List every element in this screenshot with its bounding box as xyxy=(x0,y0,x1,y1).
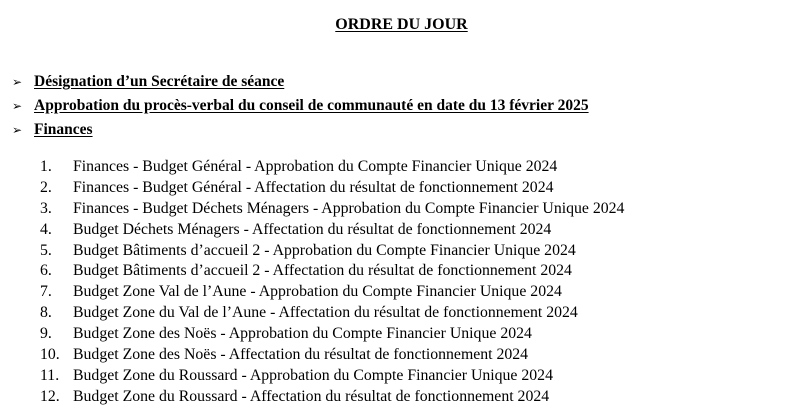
item-text: Budget Zone Val de l’Aune - Approbation du Compte Financier Unique 2024 xyxy=(73,283,562,301)
agenda-item-label: Désignation d’un Secrétaire de séance xyxy=(34,73,285,90)
item-number: 12. xyxy=(40,387,60,405)
finance-item xyxy=(40,345,624,366)
finance-items-list xyxy=(40,157,624,408)
finance-item xyxy=(40,282,624,303)
agenda-item-secretaire xyxy=(12,70,589,94)
item-number: 9. xyxy=(40,325,52,343)
finance-item xyxy=(40,324,624,345)
item-number: 2. xyxy=(40,178,52,196)
item-number: 10. xyxy=(40,346,60,364)
item-number: 6. xyxy=(40,262,52,280)
arrow-bullet-icon: ➢ xyxy=(12,99,23,113)
agenda-list xyxy=(12,70,589,142)
finance-item xyxy=(40,220,624,241)
finance-item xyxy=(40,199,624,220)
agenda-item-label: Finances xyxy=(34,121,93,138)
item-number: 3. xyxy=(40,199,52,217)
item-number: 8. xyxy=(40,304,52,322)
item-text: Budget Zone du Val de l’Aune - Affectation du résultat de fonctionnement 2024 xyxy=(73,304,578,322)
finance-item xyxy=(40,241,624,262)
finance-item xyxy=(40,178,624,199)
arrow-bullet-icon: ➢ xyxy=(12,123,23,137)
finance-item xyxy=(40,157,624,178)
item-text: Finances - Budget Général - Approbation du Compte Financier Unique 2024 xyxy=(73,158,558,175)
item-text: Budget Bâtiments d’accueil 2 - Affectation du résultat de fonctionnement 2024 xyxy=(73,262,572,280)
item-number: 4. xyxy=(40,220,52,238)
page-title: ORDRE DU JOUR xyxy=(335,16,468,33)
finance-item xyxy=(40,303,624,324)
item-text: Finances - Budget Déchets Ménagers - Approbation du Compte Financier Unique 2024 xyxy=(73,199,625,217)
item-text: Budget Zone du Roussard - Affectation du résultat de fonctionnement 2024 xyxy=(73,387,550,405)
finance-item xyxy=(40,366,624,387)
item-text: Budget Zone du Roussard - Approbation du Compte Financier Unique 2024 xyxy=(73,366,553,384)
item-text: Budget Déchets Ménagers - Affectation du résultat de fonctionnement 2024 xyxy=(73,220,552,238)
item-number: 11. xyxy=(40,366,60,384)
finance-item xyxy=(40,261,624,282)
agenda-item-proces-verbal xyxy=(12,94,589,118)
arrow-bullet-icon: ➢ xyxy=(12,75,23,89)
item-number: 5. xyxy=(40,241,52,259)
item-text: Budget Zone des Noës - Approbation du Compte Financier Unique 2024 xyxy=(73,325,532,343)
item-number: 1. xyxy=(40,158,52,175)
item-number: 7. xyxy=(40,283,52,301)
item-text: Budget Bâtiments d’accueil 2 - Approbation du Compte Financier Unique 2024 xyxy=(73,241,576,259)
item-text: Finances - Budget Général - Affectation du résultat de fonctionnement 2024 xyxy=(73,178,554,196)
agenda-item-finances xyxy=(12,118,589,142)
finance-item xyxy=(40,387,624,408)
item-text: Budget Zone des Noës - Affectation du résultat de fonctionnement 2024 xyxy=(73,346,529,364)
agenda-item-label: Approbation du procès-verbal du conseil de communauté en date du 13 février 2025 xyxy=(34,97,589,114)
